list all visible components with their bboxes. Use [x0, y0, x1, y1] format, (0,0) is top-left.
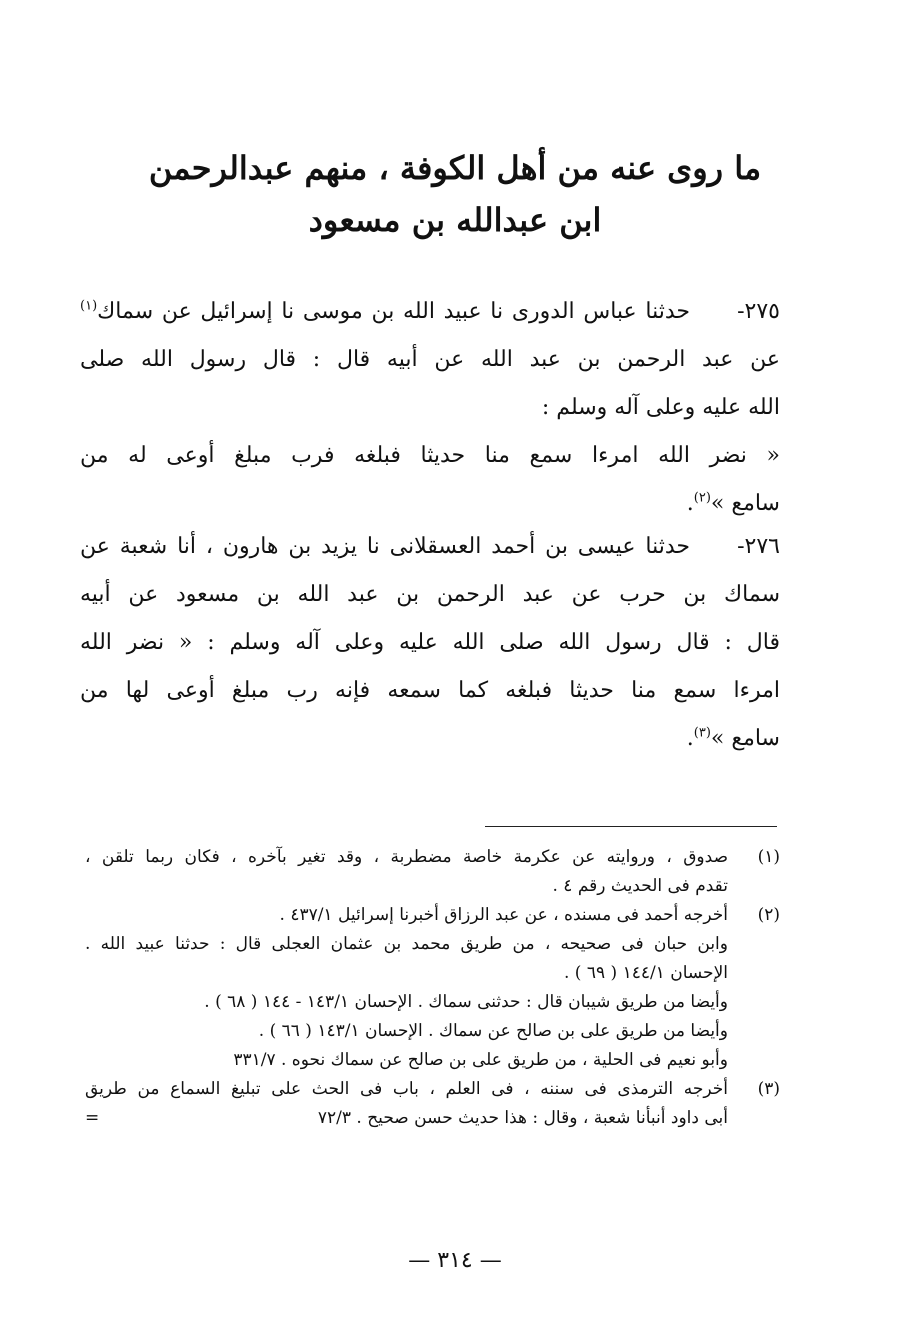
hadith-line: « نضر الله امرءا سمع منا حديثا فبلغه فرب مبلغ أوعى له من — [80, 443, 780, 468]
hadith-line: امرءا سمع منا حديثا فبلغه كما سمعه فإنه رب مبلغ أوعى لها من — [80, 678, 780, 703]
continuation-mark: = — [85, 1108, 100, 1128]
footnote-line: وأبو نعيم فى الحلية ، من طريق على بن صالح عن سماك نحوه . ٣٣١/٧ — [233, 1050, 728, 1070]
footnote-line: وابن حبان فى صحيحه ، من طريق محمد بن عثمان العجلى قال : حدثنا عبيد الله . — [85, 934, 728, 954]
footnote-line: صدوق ، وروايته عن عكرمة خاصة مضطربة ، وقد تغير بآخره ، فكان ربما تلقن ، — [85, 847, 728, 867]
footnote-line: تقدم فى الحديث رقم ٤ . — [552, 876, 728, 896]
hadith-number: ٢٧٥- — [737, 299, 780, 324]
hadith-line: سماك بن حرب عن عبد الرحمن بن عبد الله بن مسعود عن أبيه — [80, 582, 780, 607]
footnote-ref: (١) — [80, 298, 98, 314]
page-number: — ٣١٤ — — [408, 1248, 502, 1273]
footnote-line: الإحسان ١٤٤/١ ( ٦٩ ) . — [564, 963, 728, 983]
footnote-number: (٣) — [757, 1079, 780, 1099]
chapter-title — [60, 142, 850, 246]
hadith-line: قال : قال رسول الله صلى الله عليه وعلى آله وسلم : « نضر الله — [80, 630, 780, 655]
footnote-line: أخرجه الترمذى فى سننه ، فى العلم ، باب فى الحث على تبليغ السماع من طريق — [85, 1079, 728, 1099]
footnote-line: وأيضا من طريق شيبان قال : حدثنى سماك . الإحسان ١٤٣/١ - ١٤٤ ( ٦٨ ) . — [204, 992, 728, 1012]
footnote-line: وأيضا من طريق على بن صالح عن سماك . الإحسان ١٤٣/١ ( ٦٦ ) . — [258, 1021, 728, 1041]
chapter-title-line-1: ما روى عنه من أهل الكوفة ، منهم عبدالرحمن — [148, 149, 762, 187]
hadith-line: حدثنا عباس الدورى نا عبيد الله بن موسى نا إسرائيل عن سماك$^{(١)}$ — [80, 298, 690, 324]
hadith-275 — [80, 288, 780, 528]
footnote-number: (١) — [757, 847, 780, 867]
hadith-line: عن عبد الرحمن بن عبد الله عن أبيه قال : قال رسول الله صلى — [80, 347, 780, 372]
hadith-line: سامع »$^{(٣)}$. — [686, 725, 780, 751]
hadith-276 — [80, 523, 780, 763]
footnotes — [85, 843, 780, 1133]
footnote-ref: (٢) — [693, 490, 711, 506]
hadith-line: سامع »$^{(٢)}$. — [686, 490, 780, 516]
footnote-line: أبى داود أنبأنا شعبة ، وقال : هذا حديث حسن صحيح . ٧٢/٣ — [317, 1108, 728, 1128]
footnote-ref: (٣) — [693, 725, 711, 741]
footnote-number: (٢) — [757, 905, 780, 925]
footnote-line: أخرجه أحمد فى مسنده ، عن عبد الرزاق أخبرنا إسرائيل ٤٣٧/١ . — [279, 905, 728, 925]
hadith-line: الله عليه وعلى آله وسلم : — [541, 395, 780, 420]
hadith-number: ٢٧٦- — [737, 534, 780, 559]
footnote-divider — [485, 826, 777, 827]
chapter-title-line-2: ابن عبدالله بن مسعود — [308, 201, 602, 239]
hadith-line: حدثنا عيسى بن أحمد العسقلانى نا يزيد بن هارون ، أنا شعبة عن — [80, 534, 690, 559]
